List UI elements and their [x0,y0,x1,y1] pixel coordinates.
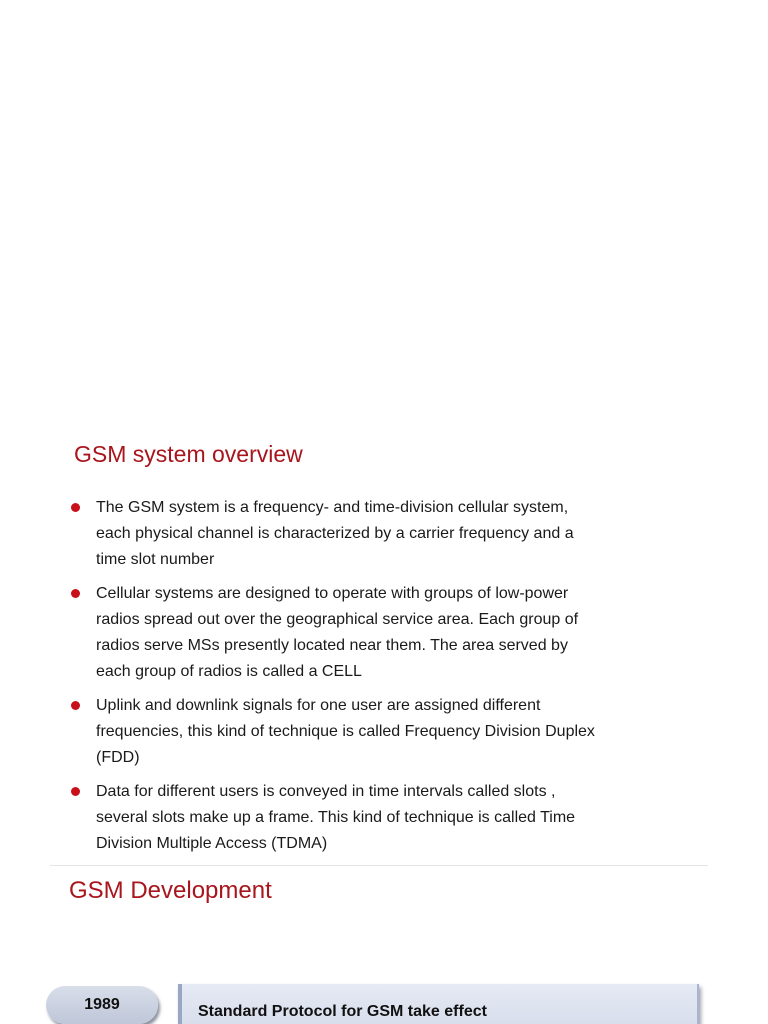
bullet-dot-icon [71,787,80,796]
bullet-line: radios serve MSs presently located near them. The area served by [96,637,568,654]
slide-title-gsm-overview: GSM system overview [74,441,303,467]
timeline-event-box [178,984,699,1024]
bullet-line: (FDD) [96,749,140,766]
slide-title-gsm-development: GSM Development [69,877,272,904]
bullet-line: radios spread out over the geographical service area. Each group of [96,611,579,628]
bullet-dot-icon [71,503,80,512]
timeline-year: 1989 [84,996,120,1013]
timeline-year-badge [46,986,158,1024]
bullet-list [68,495,698,865]
slide-divider [50,865,708,866]
bullet-line: Division Multiple Access (TDMA) [96,835,328,852]
bullet-line: Uplink and downlink signals for one user are assigned different [96,697,541,714]
bullet-line: The GSM system is a frequency- and time-division cellular system, [96,499,569,516]
bullet-item [68,495,698,573]
bullet-line: each group of radios is called a CELL [96,663,362,680]
bullet-line: several slots make up a frame. This kind of technique is called Time [96,809,576,826]
bullet-item [68,779,698,857]
bullet-dot-icon [71,701,80,710]
bullet-line: each physical channel is characterized by a carrier frequency and a [96,525,574,542]
bullet-item [68,693,698,771]
bullet-line: frequencies, this kind of technique is called Frequency Division Duplex [96,723,595,740]
bullet-line: Data for different users is conveyed in time intervals called slots , [96,783,556,800]
bullet-line: time slot number [96,551,215,568]
bullet-dot-icon [71,589,80,598]
timeline-event-text: Standard Protocol for GSM take effect [198,1003,487,1020]
bullet-item [68,581,698,685]
bullet-line: Cellular systems are designed to operate with groups of low-power [96,585,569,602]
